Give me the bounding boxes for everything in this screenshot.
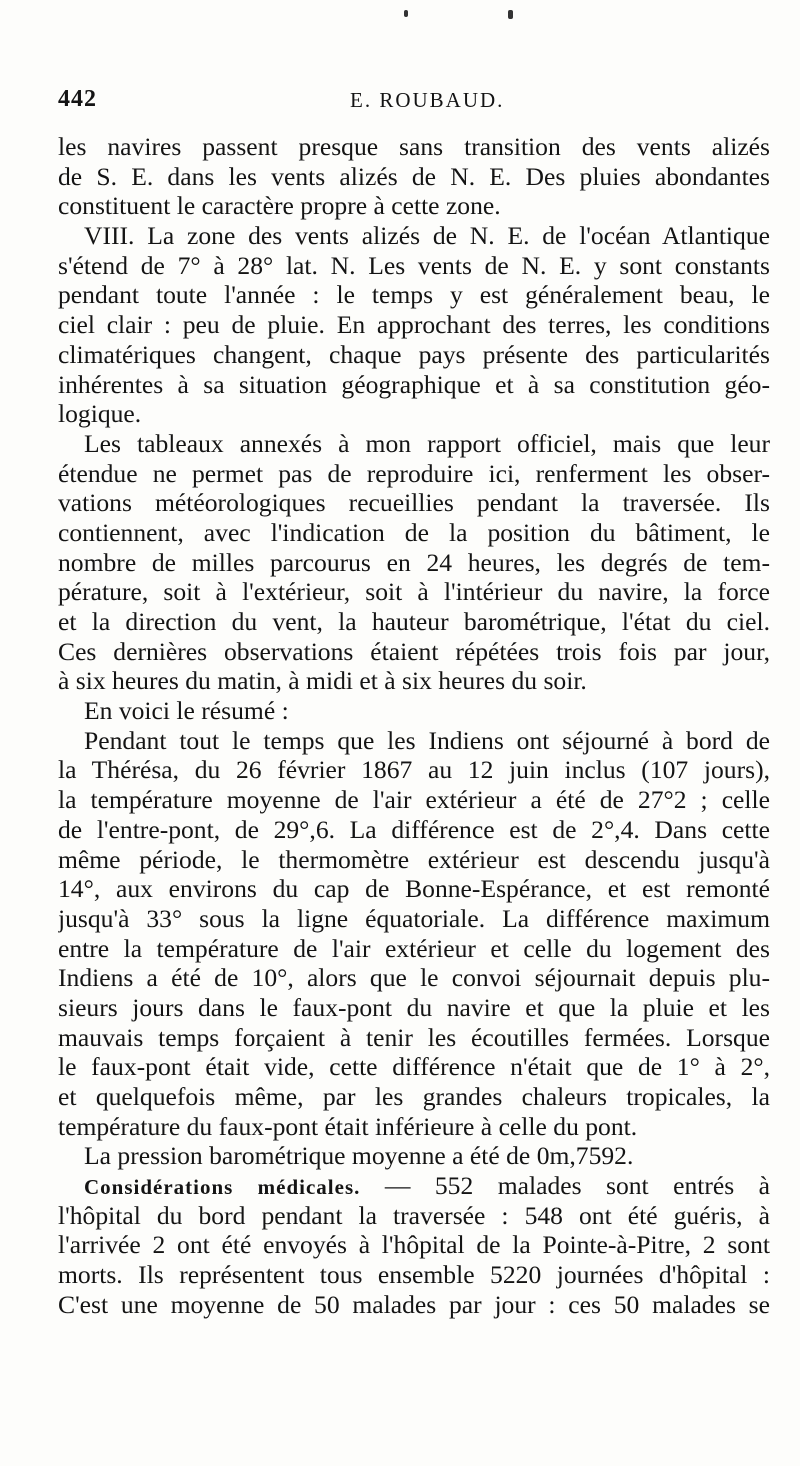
text-line: climatériques changent, chaque pays présente des particularités bbox=[58, 339, 770, 369]
text-line: le faux-pont était vide, cette différence n'était que de 1° à 2°, bbox=[58, 1052, 770, 1082]
text-line: l'hôpital du bord pendant la traversée : 548 ont été guéris, à bbox=[58, 1200, 770, 1230]
running-head: E. ROUBAUD. bbox=[350, 88, 505, 112]
text-line: température du faux-pont était inférieure à celle du pont. bbox=[58, 1111, 638, 1141]
text-line: En voici le résumé : bbox=[84, 696, 289, 726]
text-line: l'arrivée 2 ont été envoyés à l'hôpital de la Pointe-à-Pitre, 2 sont bbox=[58, 1230, 770, 1260]
text-line: étendue ne permet pas de reproduire ici, renferment les obser- bbox=[58, 458, 770, 488]
text-line: entre la température de l'air extérieur et celle du logement des bbox=[58, 933, 770, 963]
text-line: VIII. La zone des vents alizés de N. E. de l'océan Atlantique bbox=[84, 221, 770, 251]
text-line: La pression barométrique moyenne a été de 0m,7592. bbox=[84, 1141, 634, 1171]
text-line: Les tableaux annexés à mon rapport officiel, mais que leur bbox=[84, 428, 770, 458]
text-line: la Thérésa, du 26 février 1867 au 12 juin inclus (107 jours), bbox=[58, 755, 770, 785]
text-line: inhérentes à sa situation géographique et à sa constitution géo- bbox=[58, 369, 770, 399]
text-line: pérature, soit à l'extérieur, soit à l'intérieur du navire, la force bbox=[58, 577, 770, 607]
text-line: vations météorologiques recueillies pendant la traversée. Ils bbox=[58, 488, 770, 518]
text-line: Ces dernières observations étaient répétées trois fois par jour, bbox=[58, 636, 770, 666]
text-line: 14°, aux environs du cap de Bonne-Espérance, et est remonté bbox=[58, 874, 770, 904]
section-heading-text: 552 malades sont entrés à bbox=[434, 1171, 770, 1201]
text-line: et quelquefois même, par les grandes chaleurs tropicales, la bbox=[58, 1082, 770, 1111]
text-line: logique. bbox=[58, 399, 142, 429]
section-heading-line bbox=[58, 1171, 770, 1201]
print-speck bbox=[404, 10, 408, 17]
text-line: jusqu'à 33° sous la ligne équatoriale. La différence maximum bbox=[58, 903, 770, 933]
text-line: C'est une moyenne de 50 malades par jour : ces 50 malades se bbox=[58, 1289, 770, 1319]
text-line: de S. E. dans les vents alizés de N. E. Des pluies abondantes bbox=[58, 161, 770, 191]
body-text bbox=[58, 132, 770, 1320]
text-line: constituent le caractère propre à cette zone. bbox=[58, 191, 501, 221]
text-line: et la direction du vent, la hauteur barométrique, l'état du ciel. bbox=[58, 607, 770, 636]
text-line: même période, le thermomètre extérieur est descendu jusqu'à bbox=[58, 844, 770, 874]
text-line: Pendant tout le temps que les Indiens ont séjourné à bord de bbox=[84, 725, 770, 755]
text-line: sieurs jours dans le faux-pont du navire et que la pluie et les bbox=[58, 992, 770, 1022]
section-dash: — bbox=[384, 1171, 411, 1201]
text-line: la température moyenne de l'air extérieur a été de 27°2 ; celle bbox=[58, 785, 770, 815]
text-line: les navires passent presque sans transition des vents alizés bbox=[58, 132, 770, 161]
text-line: morts. Ils représentent tous ensemble 5220 journées d'hôpital : bbox=[58, 1260, 770, 1290]
text-line: pendant toute l'année : le temps y est généralement beau, le bbox=[58, 280, 770, 310]
text-line: Indiens a été de 10°, alors que le convoi séjournait depuis plu- bbox=[58, 963, 770, 993]
print-speck bbox=[508, 10, 513, 19]
text-line: nombre de milles parcourus en 24 heures, les degrés de tem- bbox=[58, 547, 770, 577]
text-line: s'étend de 7° à 28° lat. N. Les vents de N. E. y sont constants bbox=[58, 250, 770, 280]
text-line: ciel clair : peu de pluie. En approchant des terres, les conditions bbox=[58, 310, 770, 340]
text-line: contiennent, avec l'indication de la position du bâtiment, le bbox=[58, 517, 770, 547]
page-header bbox=[58, 86, 770, 116]
text-line: de l'entre-pont, de 29°,6. La différence est de 2°,4. Dans cette bbox=[58, 814, 770, 844]
section-heading: Considérations médicales. bbox=[84, 1175, 361, 1200]
text-line: à six heures du matin, à midi et à six heures du soir. bbox=[58, 666, 587, 696]
page-number: 442 bbox=[58, 86, 97, 112]
text-line: mauvais temps forçaient à tenir les écoutilles fermées. Lorsque bbox=[58, 1022, 770, 1052]
